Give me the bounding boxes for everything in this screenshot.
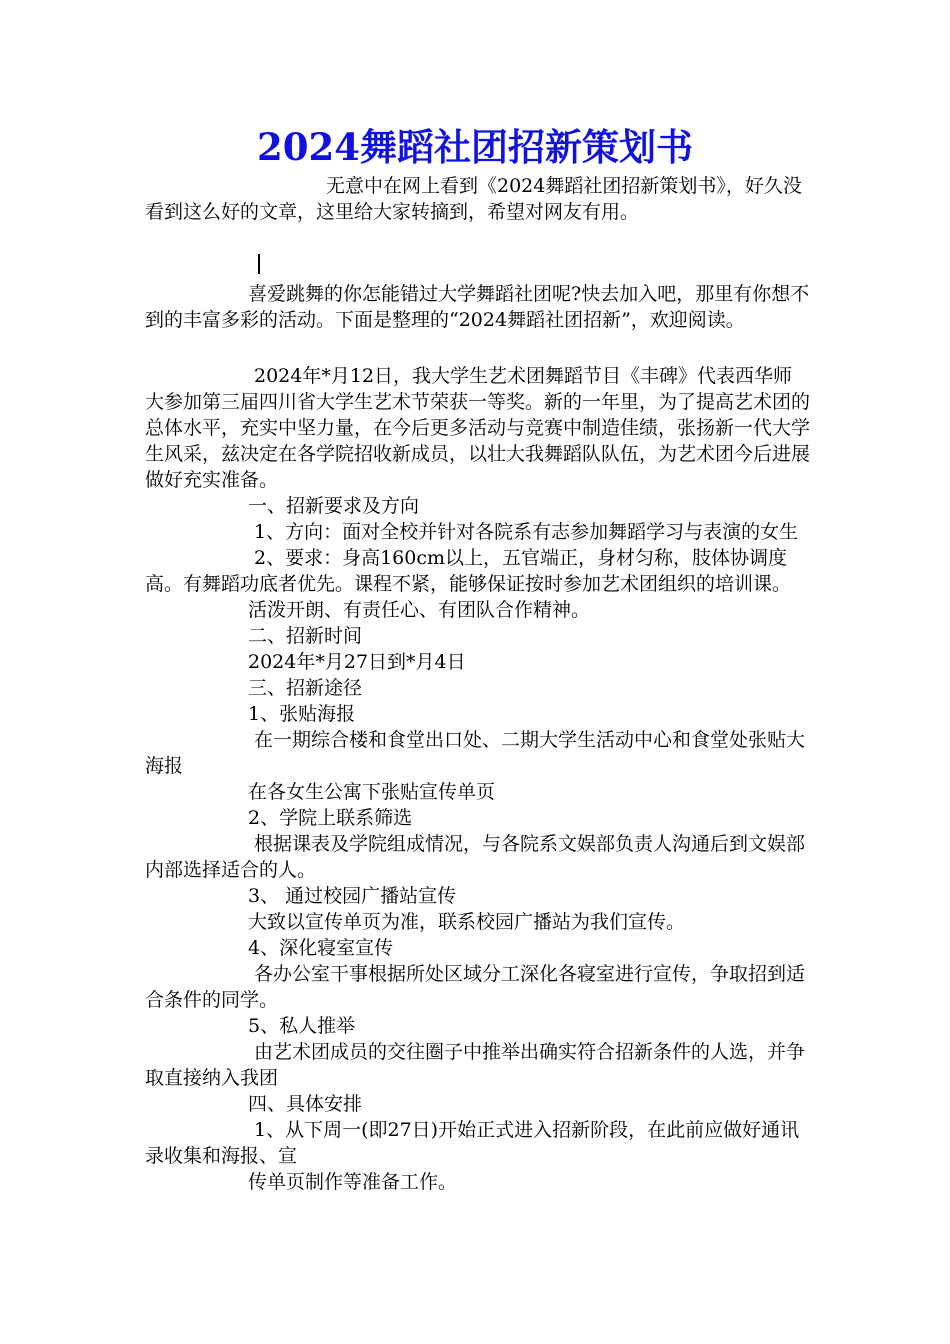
section-4-item-1-continued: 传单页制作等准备工作。 [248, 1171, 458, 1193]
document-title: 2024舞蹈社团招新策划书 [257, 125, 693, 169]
spacer [145, 225, 810, 247]
background-paragraph: 2024年*月12日，我大学生艺术团舞蹈节目《丰碑》代表西华师大参加第三届四川省大学生艺术节荣获一等奖。新的一年里，为了提高艺术团的总体水平，充实中坚力量，在今后更多活动与竞赛中制造佳绩，张扬新一代大学生风采，兹决定在各学院招收新成员，以壮大我舞蹈队队伍，为艺术团今后进展做好充实准备。 [145, 365, 811, 491]
section-3-item-4: 4、深化寝室宣传 [248, 937, 394, 959]
spacer [145, 333, 810, 363]
section-3-item-2-detail: 根据课表及学院组成情况，与各院系文娱部负责人沟通后到文娱部内部选择适合的人。 [145, 833, 806, 881]
section-heading-1: 一、招新要求及方向 [248, 495, 420, 517]
section-4-item-1: 1、从下周一(即27日)开始正式进入招新阶段，在此前应做好通讯录收集和海报、宣 [145, 1119, 800, 1167]
section-heading-3: 三、招新途径 [248, 677, 363, 699]
section-1-item-3: 活泼开朗、有责任心、有团队合作精神。 [248, 599, 591, 621]
section-3-item-3: 3、 通过校园广播站宣传 [248, 885, 457, 907]
section-3-item-4-detail: 各办公室干事根据所处区域分工深化各寝室进行宣传，争取招到适合条件的同学。 [145, 963, 806, 1011]
section-3-item-3-detail: 大致以宣传单页为准，联系校园广播站为我们宣传。 [248, 911, 686, 933]
section-3-item-1-detail-a: 在一期综合楼和食堂出口处、二期大学生活动中心和食堂处张贴大海报 [145, 729, 806, 777]
cursor-line [145, 247, 810, 281]
section-1-item-2: 2、要求：身高160cm以上，五官端正，身材匀称，肢体协调度高。有舞蹈功底者优先。课程不紧，能够保证按时参加艺术团组织的培训课。 [145, 547, 792, 595]
intro-paragraph-2: 喜爱跳舞的你怎能错过大学舞蹈社团呢?快去加入吧，那里有你想不到的丰富多彩的活动。下面是整理的“2024舞蹈社团招新”，欢迎阅读。 [145, 283, 810, 331]
intro-paragraph: 无意中在网上看到《2024舞蹈社团招新策划书》，好久没看到这么好的文章，这里给大家转摘到，希望对网友有用。 [145, 175, 802, 223]
section-1-item-1: 1、方向：面对全校并针对各院系有志参加舞蹈学习与表演的女生 [254, 521, 799, 543]
section-3-item-5-detail: 由艺术团成员的交往圈子中推举出确实符合招新条件的人选，并争取直接纳入我团 [145, 1041, 806, 1089]
section-heading-4: 四、具体安排 [248, 1093, 363, 1115]
section-heading-2: 二、招新时间 [248, 625, 363, 647]
document-body [145, 173, 810, 1195]
section-3-item-5: 5、私人推举 [248, 1015, 356, 1037]
section-2-item-1: 2024年*月27日到*月4日 [248, 651, 466, 673]
text-cursor-icon [258, 254, 260, 274]
section-3-item-1: 1、张贴海报 [248, 703, 356, 725]
section-3-item-1-detail-b: 在各女生公寓下张贴宣传单页 [248, 781, 496, 803]
section-3-item-2: 2、学院上联系筛选 [248, 807, 413, 829]
